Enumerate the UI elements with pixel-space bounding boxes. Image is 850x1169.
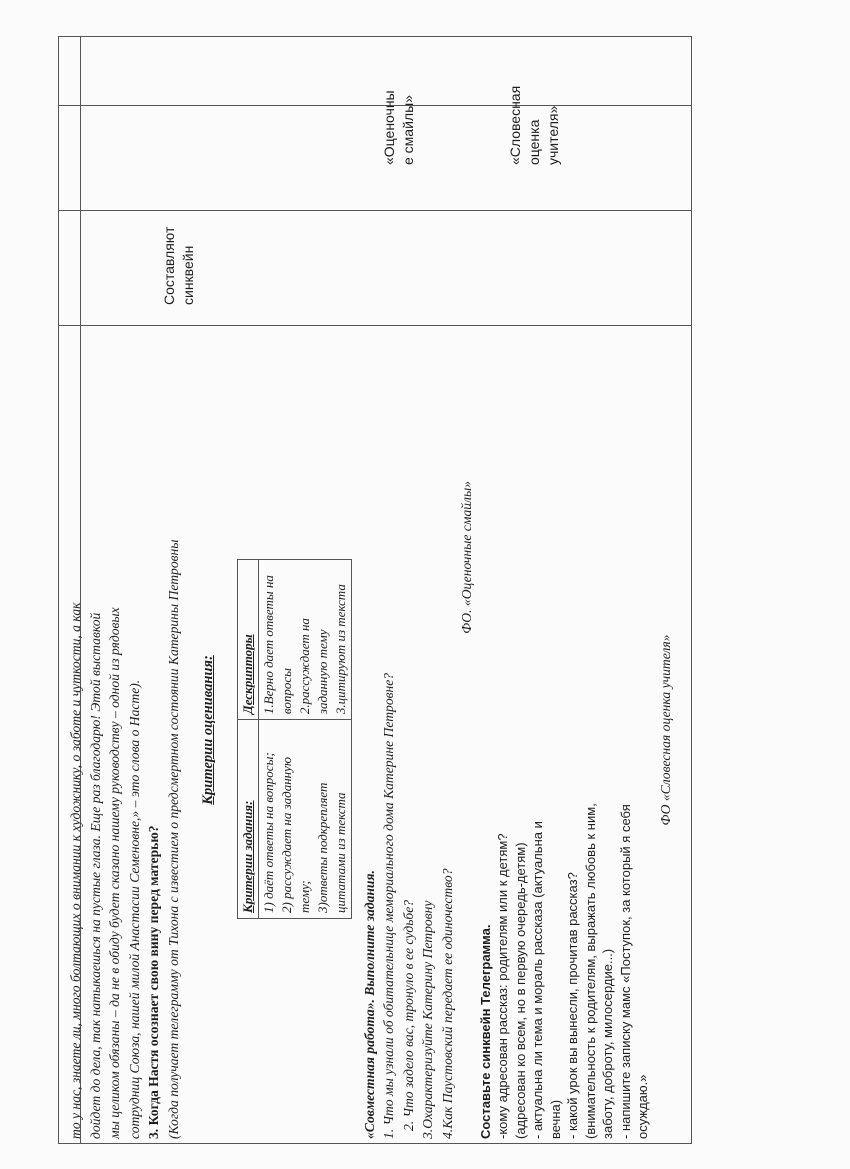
evaluation-line: «Словесная <box>507 85 523 165</box>
fo-smiles-note: ФО. «Оценочные смайлы» <box>459 481 474 634</box>
student-activity <box>160 227 198 305</box>
evaluation-line: учителя» <box>545 105 561 165</box>
rotated-lesson-table <box>60 35 700 1145</box>
joint-question: 4.Как Паустовский передает ее одиночество? <box>439 868 455 1139</box>
intro-line: дойдет до дела, так натыкаешься на пустые глаза. Еще раз благодарю! Этой выставкой <box>87 612 103 1139</box>
descriptors-list <box>258 560 351 720</box>
evaluation-line: е смайлы» <box>400 95 416 165</box>
student-activity-cell <box>60 175 700 315</box>
syncwine-line: (внимательность к родителям, выражать любовь к ним, <box>582 803 598 1139</box>
criteria-item: 2) рассуждает на заданную тему; <box>278 756 312 913</box>
joint-question: 3.Охарактеризуйте Катерину Петровну <box>420 900 435 1139</box>
evaluation-smiles <box>380 90 418 165</box>
criteria-table <box>237 559 352 919</box>
syncwine-title: Составьте синквейн Телеграмма. <box>477 924 493 1139</box>
descriptors-header: Дескрипторы <box>237 560 258 720</box>
joint-question: 1. Что мы узнали об обитательнице мемориального дома Катерине Петровне? <box>381 672 396 1139</box>
evaluation-verbal <box>506 86 563 165</box>
table-left-border <box>58 36 59 1144</box>
criteria-item: 1) даёт ответы на вопросы; <box>260 752 276 913</box>
syncwine-line: - какой урок вы вынесли, прочитав рассказ? <box>565 872 580 1139</box>
evaluation-cell <box>60 35 700 175</box>
descriptor-item: 1.Верно дает ответы на вопросы <box>260 575 294 715</box>
lesson-content-cell <box>60 315 700 1145</box>
intro-line: сотрудниц Союза, нашей милой Анастасии Семеновне,» – это слова о Насте). <box>126 679 142 1139</box>
syncwine-line: - актуальна ли тема и мораль рассказа (актуальна и <box>530 821 545 1139</box>
evaluation-line: «Оценочны <box>381 90 397 165</box>
intro-line: то у нас, знаете ли, много болтающих о внимании к художнику, о заботе и чуткости, а как <box>68 602 83 1139</box>
syncwine-line: заботу, доброту, милосердие...) <box>600 948 615 1139</box>
intro-line: мы целиком обязаны – да не в обиду будет сказано нашему руководству – одной из рядовых <box>107 607 122 1139</box>
criteria-header: Критерии задания: <box>237 720 258 919</box>
criteria-title: Критерии оценивания: <box>200 655 216 805</box>
criteria-item: 3)ответы подкрепляет цитатами из текста <box>314 782 348 913</box>
student-activity-line: Составляют <box>161 226 177 305</box>
question-3-note: (Когда получает телеграмму от Тихона с известием о предсмертном состоянии Катерины Петровны <box>165 539 181 1139</box>
student-activity-line: синквейн <box>180 245 196 305</box>
syncwine-line: -кому адресован рассказ: родителям или к детям? <box>495 833 510 1139</box>
syncwine-line: вечна) <box>547 1099 563 1139</box>
fo-verbal-note: ФО «Словесная оценка учителя» <box>657 634 673 826</box>
criteria-list <box>258 720 351 919</box>
question-3: 3. Когда Настя осознает свою вину перед матерью? <box>146 825 161 1139</box>
syncwine-line: осуждаю.» <box>635 1074 650 1139</box>
descriptor-item: 2.рассуждает на заданную тему <box>296 618 330 715</box>
lesson-content <box>66 321 675 1139</box>
descriptor-item: 3.цитируют из текста <box>332 584 348 715</box>
syncwine-line: - напишите записку мамс «Поступок, за который я себя <box>617 804 633 1139</box>
joint-work-title: «Совместная работа». Выполните задания. <box>361 870 377 1139</box>
joint-question: 2. Что задело вас, тронуло в ее судьбе? <box>400 899 416 1131</box>
evaluation-line: оценка <box>526 119 542 165</box>
syncwine-line: (адресован ко всем, но в первую очередь-детям) <box>512 842 528 1139</box>
